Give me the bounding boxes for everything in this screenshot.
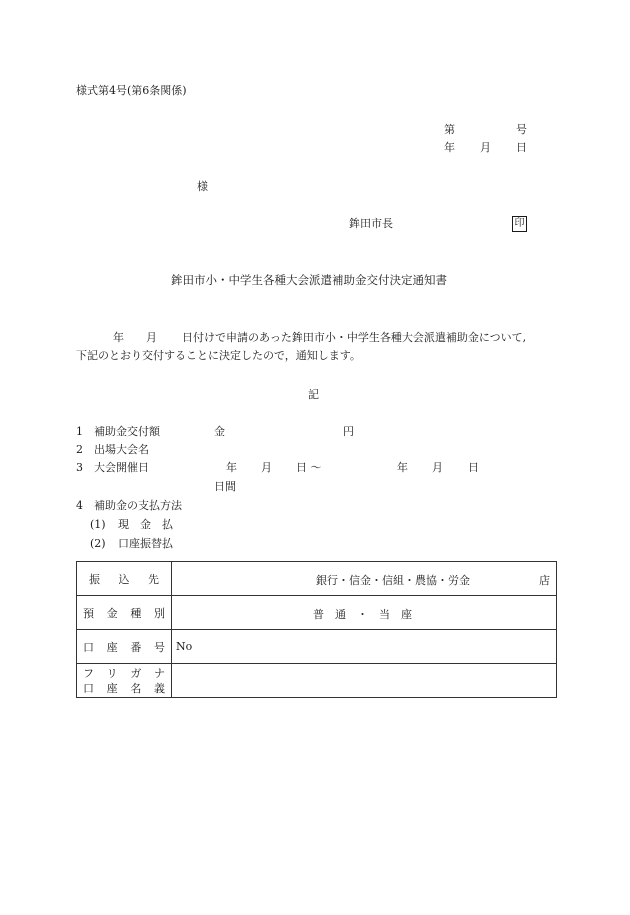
document-title: 鉾田市小・中学生各種大会派遣補助金交付決定通知書 xyxy=(171,273,447,287)
item3-number: 3 xyxy=(76,461,83,474)
option1-label: 現 金 払 xyxy=(118,518,173,531)
item3-month2: 月 xyxy=(432,461,443,474)
bank-transfer-table xyxy=(76,561,557,698)
destination-label xyxy=(77,562,172,596)
item4-label: 補助金の支払方法 xyxy=(94,499,182,512)
body-line1: 日付けで申請のあった鉾田市小・中学生各種大会派遣補助金について, xyxy=(182,331,527,344)
account-number-field[interactable] xyxy=(172,630,557,664)
date-month-label: 月 xyxy=(480,141,491,154)
item3-month1: 月 xyxy=(261,461,272,474)
item1-number: 1 xyxy=(76,425,83,438)
destination-label-char: 振 xyxy=(89,572,100,586)
date-year-label: 年 xyxy=(444,141,455,154)
destination-label-char: 先 xyxy=(148,572,159,586)
item3-year2: 年 xyxy=(397,461,408,474)
account-type-label-char: 預 xyxy=(83,606,94,620)
item2-number: 2 xyxy=(76,443,83,456)
table-row-destination xyxy=(77,562,557,596)
account-type-label xyxy=(77,596,172,630)
number-prefix: 第 xyxy=(444,123,455,136)
account-number-label-char: 口 xyxy=(83,640,94,654)
item2-label: 出場大会名 xyxy=(94,443,149,456)
option2-label: 口座振替払 xyxy=(118,537,173,550)
account-name-label-char: 口 xyxy=(83,681,94,695)
furigana-label-char: リ xyxy=(106,666,118,680)
account-number-label-char: 号 xyxy=(153,640,165,654)
furigana-label-char: ガ xyxy=(130,666,142,680)
account-name-label-char: 義 xyxy=(153,681,165,695)
account-type-label-char: 金 xyxy=(106,606,118,620)
item1-en: 円 xyxy=(343,425,354,438)
destination-label-char: 込 xyxy=(118,572,130,586)
account-type-options: 普 通 ・ 当 座 xyxy=(313,608,412,621)
option1-number: (1) xyxy=(90,518,106,531)
item3-day1: 日 〜 xyxy=(296,461,322,474)
item1-kin: 金 xyxy=(214,425,225,438)
item4-number: 4 xyxy=(76,499,83,512)
table-row-account-number xyxy=(77,630,557,664)
ki-heading: 記 xyxy=(308,388,319,401)
body-month: 月 xyxy=(146,331,157,344)
form-reference: 様式第4号(第6条関係) xyxy=(76,84,187,97)
item3-year1: 年 xyxy=(226,461,237,474)
account-number-label-char: 座 xyxy=(106,640,118,654)
item3-label: 大会開催日 xyxy=(94,461,149,474)
account-number-prefix: No xyxy=(176,640,193,653)
table-row-account-type xyxy=(77,596,557,630)
account-type-field[interactable] xyxy=(172,596,557,630)
account-number-label xyxy=(77,630,172,664)
addressee-suffix: 様 xyxy=(197,180,208,193)
account-type-label-char: 種 xyxy=(130,606,142,620)
furigana-label-char: ナ xyxy=(153,666,165,680)
issuer-name: 鉾田市長 xyxy=(349,217,393,230)
item1-label: 補助金交付額 xyxy=(94,425,160,438)
account-name-label xyxy=(77,664,172,698)
account-name-label-char: 名 xyxy=(130,681,142,695)
option2-number: (2) xyxy=(90,537,106,550)
destination-field[interactable] xyxy=(172,562,557,596)
account-name-label-char: 座 xyxy=(106,681,118,695)
number-suffix: 号 xyxy=(516,123,527,136)
body-line2: 下記のとおり交付することに決定したので，通知します。 xyxy=(76,349,361,362)
table-row-account-name xyxy=(77,664,557,698)
account-type-label-char: 別 xyxy=(153,606,165,620)
furigana-label-char: フ xyxy=(83,666,94,680)
seal-mark: 印 xyxy=(512,216,527,232)
bank-types: 銀行・信金・信組・農協・労金 xyxy=(316,574,470,587)
item3-days: 日間 xyxy=(214,480,236,493)
date-day-label: 日 xyxy=(516,141,527,154)
branch-label: 店 xyxy=(539,574,550,587)
item3-day2: 日 xyxy=(468,461,479,474)
body-year: 年 xyxy=(113,331,124,344)
account-name-field[interactable] xyxy=(172,664,557,698)
account-number-label-char: 番 xyxy=(130,640,142,654)
